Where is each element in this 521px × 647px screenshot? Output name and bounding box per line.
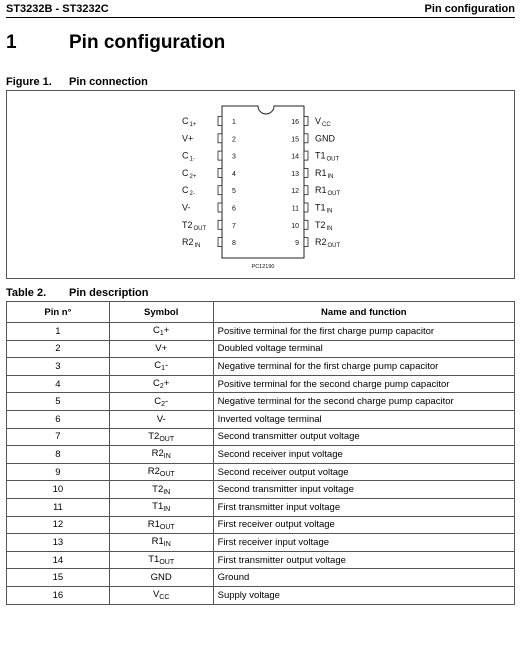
pin-1-number: 1: [232, 119, 236, 126]
symbol-subscript: IN: [163, 541, 171, 549]
pin-number-cell: 7: [7, 428, 110, 446]
symbol-main: T2: [152, 483, 164, 495]
symbol-cell: [109, 463, 213, 481]
symbol-suffix: -: [165, 395, 169, 407]
pin-number-cell: 13: [7, 534, 110, 552]
pin-number-cell: 4: [7, 375, 110, 393]
figure-title: Pin connection: [69, 76, 148, 88]
pin-1-left-lead: [218, 117, 222, 126]
pin-number-cell: 2: [7, 340, 110, 358]
pin-4-left-lead: [218, 168, 222, 177]
symbol-main: C: [153, 378, 160, 390]
header-section-name: Pin configuration: [424, 3, 515, 15]
pin-13-number: 13: [291, 170, 299, 178]
table-row: [7, 551, 515, 569]
pin-number-cell: 3: [7, 358, 110, 376]
pin-2-left-lead: [218, 134, 222, 143]
pin-number-cell: 15: [7, 569, 110, 587]
symbol-cell: [109, 393, 213, 411]
pin-number-cell: 16: [7, 586, 110, 604]
function-cell: Second transmitter input voltage: [213, 481, 514, 499]
table-row: [7, 375, 515, 393]
function-cell: Positive terminal for the first charge pump capacitor: [213, 323, 514, 341]
pin-connection-figure: [6, 90, 515, 279]
pin-5-number: 5: [232, 188, 236, 196]
symbol-subscript: CC: [159, 594, 170, 602]
symbol-cell: [109, 498, 213, 516]
pin-13-label: $R1_{IN}$: [315, 167, 334, 180]
section-number: 1: [6, 32, 17, 53]
pin-11-number: 11: [291, 205, 299, 213]
symbol-subscript: OUT: [159, 471, 175, 479]
symbol-suffix: -: [165, 360, 169, 372]
symbol-suffix: +: [163, 378, 170, 390]
function-cell: Second receiver input voltage: [213, 446, 514, 464]
symbol-cell: [109, 516, 213, 534]
function-cell: Second receiver output voltage: [213, 463, 514, 481]
symbol-main: T2: [148, 430, 160, 442]
pin-number-cell: 9: [7, 463, 110, 481]
header-symbol: Symbol: [109, 302, 213, 323]
pin-16-label: $V_{CC}$: [315, 116, 331, 128]
symbol-main: C: [154, 395, 162, 407]
symbol-cell: [109, 586, 213, 604]
function-cell: Supply voltage: [213, 586, 514, 604]
pin-10-number: 10: [291, 222, 299, 230]
table-caption: [6, 287, 149, 299]
table-row: [7, 323, 515, 341]
symbol-main: R1: [151, 536, 164, 548]
pin-16-right-lead: [304, 117, 308, 126]
symbol-subscript: 2: [159, 383, 164, 391]
pin-5-left-lead: [218, 186, 222, 195]
symbol-main: C: [153, 325, 160, 337]
table-row: [7, 428, 515, 446]
symbol-main: R1: [147, 518, 160, 530]
table-header-row: [7, 302, 515, 323]
symbol-cell: [109, 446, 213, 464]
header-rule: [6, 17, 515, 18]
pin-10-right-lead: [304, 220, 308, 229]
symbol-subscript: 1: [161, 365, 165, 373]
pin-12-right-lead: [304, 186, 308, 195]
symbol-main: T1: [152, 501, 164, 513]
symbol-cell: [109, 375, 213, 393]
pin-number-cell: 5: [7, 393, 110, 411]
table-row: [7, 569, 515, 587]
pin-7-number: 7: [232, 222, 236, 230]
table-row: [7, 481, 515, 499]
symbol-cell: [109, 534, 213, 552]
symbol-subscript: OUT: [159, 559, 175, 567]
pin-number-cell: 1: [7, 323, 110, 341]
pin-12-label: $R1_{OUT}$: [315, 185, 341, 198]
symbol-main: R2: [147, 466, 160, 478]
symbol-suffix: +: [163, 325, 170, 337]
pin-6-left-lead: [218, 203, 222, 212]
function-cell: First transmitter input voltage: [213, 498, 514, 516]
pin-11-label: $T1_{IN}$: [315, 202, 333, 215]
figure-caption: [6, 76, 148, 88]
pin-12-number: 12: [291, 188, 299, 196]
function-cell: First receiver input voltage: [213, 534, 514, 552]
header-pin: Pin n°: [7, 302, 110, 323]
page-header: [6, 3, 515, 17]
pin-15-right-lead: [304, 134, 308, 143]
pin-3-left-lead: [218, 151, 222, 160]
header-part-number: ST3232B - ST3232C: [6, 3, 109, 15]
pin-14-label: $T1_{OUT}$: [315, 150, 340, 163]
symbol-subscript: IN: [163, 453, 171, 461]
function-cell: Ground: [213, 569, 514, 587]
symbol-cell: [109, 340, 213, 358]
symbol-subscript: IN: [163, 506, 171, 514]
chip-code-label: PC12190: [251, 264, 275, 270]
pin-4-label: $C_{2+}$: [182, 167, 197, 180]
symbol-subscript: OUT: [159, 523, 175, 531]
pin-1-label: $C_{1+}$: [182, 116, 197, 128]
function-cell: Inverted voltage terminal: [213, 410, 514, 428]
chip-diagram: [7, 91, 516, 280]
pin-13-right-lead: [304, 168, 308, 177]
pin-8-number: 8: [232, 240, 236, 248]
symbol-subscript: OUT: [159, 435, 175, 443]
pin-9-number: 9: [295, 240, 299, 248]
function-cell: First transmitter output voltage: [213, 551, 514, 569]
pin-2-label: V+: [182, 133, 194, 144]
pin-number-cell: 12: [7, 516, 110, 534]
pin-4-number: 4: [232, 170, 236, 178]
table-row: [7, 534, 515, 552]
table-label: Table 2.: [6, 287, 47, 299]
symbol-cell: [109, 428, 213, 446]
pin-5-label: $C_{2-}$: [182, 185, 195, 198]
function-cell: Negative terminal for the second charge pump capacitor: [213, 393, 514, 411]
pin-9-label: $R2_{OUT}$: [315, 237, 341, 250]
symbol-cell: [109, 323, 213, 341]
symbol-cell: [109, 569, 213, 587]
symbol-main: V+: [155, 343, 168, 355]
symbol-main: V-: [156, 413, 166, 425]
pin-6-number: 6: [232, 205, 236, 213]
symbol-subscript: IN: [163, 488, 171, 496]
pin-11-right-lead: [304, 203, 308, 212]
pin-7-label: $T2_{OUT}$: [182, 219, 207, 232]
symbol-cell: [109, 551, 213, 569]
section-title: Pin configuration: [69, 32, 226, 53]
symbol-subscript: 2: [161, 400, 165, 408]
table-row: [7, 516, 515, 534]
table-row: [7, 393, 515, 411]
table-row: [7, 463, 515, 481]
table-row: [7, 446, 515, 464]
table-row: [7, 358, 515, 376]
pin-8-label: $R2_{IN}$: [182, 237, 201, 250]
symbol-cell: [109, 481, 213, 499]
pin-number-cell: 8: [7, 446, 110, 464]
table-row: [7, 340, 515, 358]
symbol-main: T1: [148, 554, 160, 566]
pin-number-cell: 10: [7, 481, 110, 499]
pin-number-cell: 11: [7, 498, 110, 516]
pin-16-number: 16: [291, 119, 299, 126]
pin-number-cell: 6: [7, 410, 110, 428]
pin-6-label: V-: [182, 202, 191, 213]
function-cell: First receiver output voltage: [213, 516, 514, 534]
table-title: Pin description: [69, 287, 149, 299]
header-function: Name and function: [213, 302, 514, 323]
pin-8-left-lead: [218, 238, 222, 247]
chip-body: [222, 106, 304, 258]
pin-number-cell: 14: [7, 551, 110, 569]
symbol-subscript: 1: [159, 330, 164, 338]
symbol-cell: [109, 358, 213, 376]
pin-3-label: $C_{1-}$: [182, 150, 195, 163]
pin-14-number: 14: [291, 153, 299, 161]
symbol-main: V: [152, 589, 160, 601]
table-row: [7, 410, 515, 428]
table-row: [7, 498, 515, 516]
function-cell: Negative terminal for the first charge pump capacitor: [213, 358, 514, 376]
pin-description-table: [6, 301, 515, 605]
function-cell: Second transmitter output voltage: [213, 428, 514, 446]
pin-14-right-lead: [304, 151, 308, 160]
symbol-main: GND: [150, 572, 172, 584]
pin-3-number: 3: [232, 153, 236, 161]
figure-label: Figure 1.: [6, 76, 52, 88]
symbol-main: C: [154, 360, 162, 372]
pin-2-number: 2: [232, 136, 236, 144]
function-cell: Doubled voltage terminal: [213, 340, 514, 358]
pin-7-left-lead: [218, 220, 222, 229]
pin-9-right-lead: [304, 238, 308, 247]
pin-15-label: GND: [315, 133, 335, 144]
function-cell: Positive terminal for the second charge pump capacitor: [213, 375, 514, 393]
symbol-main: R2: [151, 448, 164, 460]
table-row: [7, 586, 515, 604]
pin-15-number: 15: [291, 136, 299, 144]
pin-10-label: $T2_{IN}$: [315, 219, 333, 232]
symbol-cell: [109, 410, 213, 428]
